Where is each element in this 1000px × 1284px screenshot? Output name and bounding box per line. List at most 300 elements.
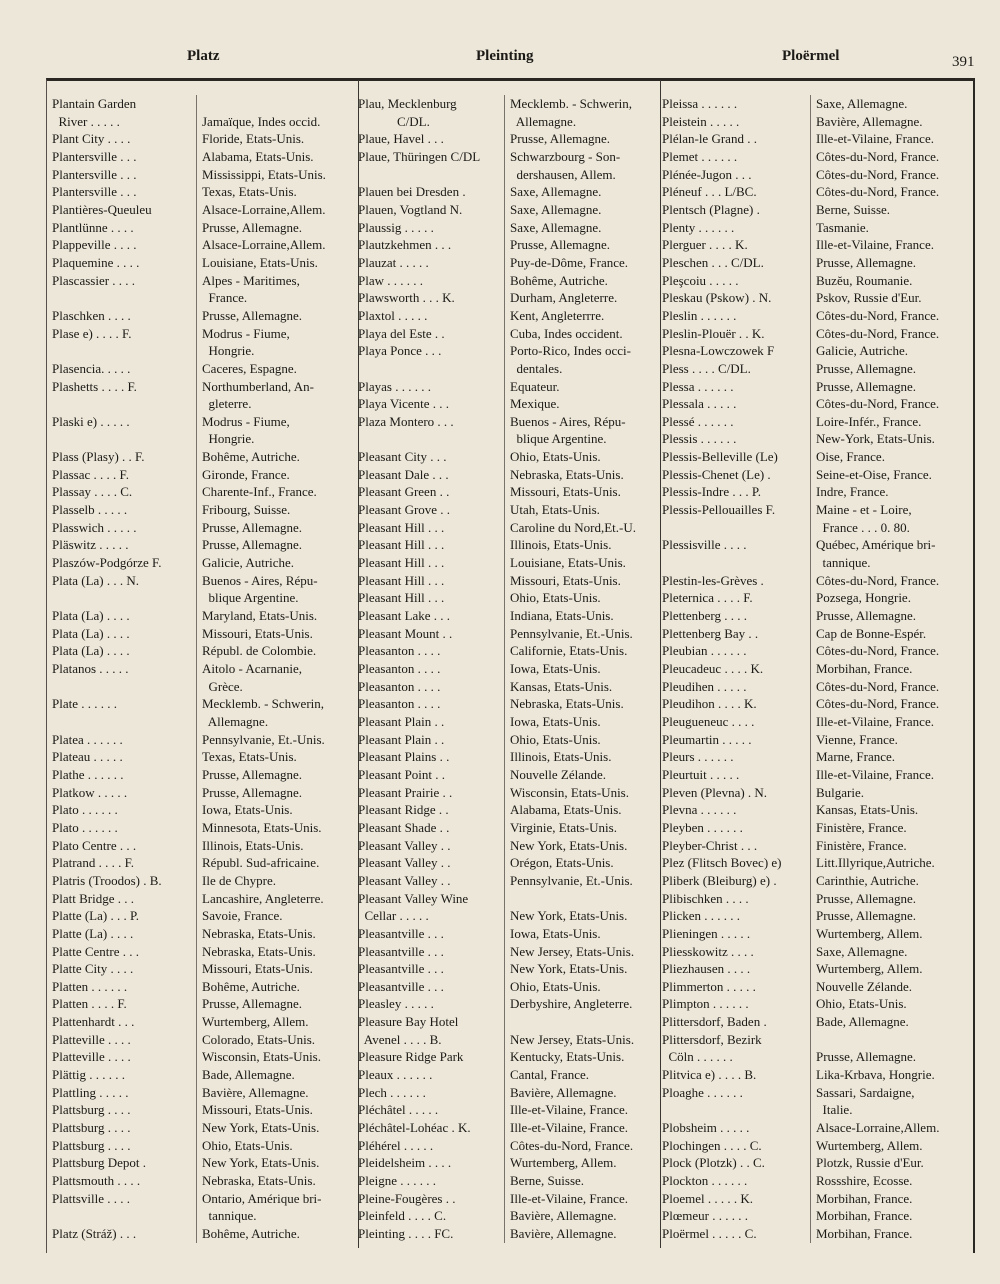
place-location: Côtes-du-Nord, France. (810, 325, 972, 343)
place-name: Ploaghe . . . . . . (662, 1084, 743, 1100)
gazetteer-entry (52, 289, 358, 307)
place-location: Prusse, Allemagne. (504, 130, 660, 148)
gazetteer-entry (358, 766, 660, 784)
gazetteer-entry (52, 219, 358, 237)
place-location: Prusse, Allemagne. (196, 995, 358, 1013)
place-location: Allemagne. (504, 113, 660, 131)
gazetteer-entry (52, 1190, 358, 1208)
gazetteer-entry (52, 1225, 358, 1243)
place-name: Plentsch (Plagne) . (662, 201, 760, 217)
place-name: Plassac . . . . F. (52, 466, 129, 482)
place-location: Bavière, Allemagne. (504, 1207, 660, 1225)
place-location: Pennsylvanie, Et.-Unis. (504, 625, 660, 643)
place-location: Finistère, France. (810, 819, 972, 837)
gazetteer-entry (358, 519, 660, 537)
header-center-word: Pleinting (476, 48, 534, 64)
place-name (358, 360, 504, 378)
place-name (358, 166, 504, 184)
gazetteer-entry (662, 1225, 972, 1243)
place-name: Plech . . . . . . (358, 1084, 426, 1100)
place-name: Plaue, Thüringen C/DL (358, 148, 481, 164)
place-location: Prusse, Allemagne. (810, 360, 972, 378)
gazetteer-entry (662, 483, 972, 501)
place-name: Plettenberg . . . . (662, 608, 747, 624)
place-name: Pleasant Plains . . (358, 749, 450, 765)
place-name: Plaschken . . . . (52, 307, 131, 323)
gazetteer-entry (662, 95, 972, 113)
gazetteer-entry (358, 837, 660, 855)
place-location: Ille-et-Vilaine, France. (810, 766, 972, 784)
place-location: Côtes-du-Nord, France. (504, 1137, 660, 1155)
place-name: Pleinfeld . . . . C. (358, 1208, 447, 1224)
gazetteer-entry (358, 748, 660, 766)
place-name: Cellar . . . . . (358, 908, 429, 924)
place-location: Derbyshire, Angleterre. (504, 995, 660, 1013)
place-location: Alabama, Etats-Unis. (196, 148, 358, 166)
place-location: Illinois, Etats-Unis. (504, 536, 660, 554)
gazetteer-entry (358, 1207, 660, 1225)
place-location: Maryland, Etats-Unis. (196, 607, 358, 625)
gazetteer-entry (52, 254, 358, 272)
place-location: Iowa, Etats-Unis. (196, 801, 358, 819)
gazetteer-entry (662, 784, 972, 802)
place-name: Pléchâtel . . . . . (358, 1102, 439, 1118)
place-location: Nouvelle Zélande. (504, 766, 660, 784)
gazetteer-entry (662, 1101, 972, 1119)
place-name: Plockton . . . . . . (662, 1173, 748, 1189)
place-location: Ohio, Etats-Unis. (504, 978, 660, 996)
place-name (52, 589, 196, 607)
place-name: Pleistein . . . . . (662, 113, 740, 129)
place-location: Saxe, Allemagne. (504, 219, 660, 237)
place-location: Wurtemberg, Allem. (810, 1137, 972, 1155)
place-location: Maine - et - Loire, (810, 501, 972, 519)
place-location: Ohio, Etats-Unis. (810, 995, 972, 1013)
gazetteer-entry (662, 360, 972, 378)
place-location: Alsace-Lorraine,Allem. (196, 236, 358, 254)
gazetteer-column-2 (358, 95, 660, 1243)
place-name: Pleasant Ridge . . (358, 802, 449, 818)
place-name: Pleasantville . . . (358, 943, 444, 959)
place-name: Pleasant Valley . . (358, 855, 451, 871)
gazetteer-column-1 (52, 95, 358, 1243)
place-location (504, 890, 660, 908)
gazetteer-entry (52, 995, 358, 1013)
place-name: Plantersville . . . (52, 184, 137, 200)
gazetteer-entry (358, 572, 660, 590)
place-name: Pleasanton . . . . (358, 678, 441, 694)
gazetteer-entry (52, 201, 358, 219)
place-location: Québec, Amérique bri- (810, 536, 972, 554)
gazetteer-entry (52, 731, 358, 749)
place-name: Platteville . . . . (52, 1031, 131, 1047)
place-name: Plato . . . . . . (52, 802, 118, 818)
place-location: Indre, France. (810, 483, 972, 501)
place-name: Plawsworth . . . K. (358, 290, 455, 306)
gazetteer-entry (52, 678, 358, 696)
gazetteer-entry (358, 413, 660, 431)
gazetteer-entry (662, 201, 972, 219)
place-location: Ille-et-Vilaine, France. (504, 1119, 660, 1137)
place-name: Plassay . . . . C. (52, 484, 133, 500)
place-location: Modrus - Fiume, (196, 413, 358, 431)
place-location: Buzĕu, Roumanie. (810, 272, 972, 290)
place-name: Pleasant City . . . (358, 449, 447, 465)
place-name: Plitvica e) . . . . B. (662, 1067, 757, 1083)
column-divider (660, 80, 661, 1248)
place-name: C/DL. (358, 113, 430, 129)
place-name: Pléchâtel-Lohéac . K. (358, 1120, 471, 1136)
place-location: Mississippi, Etats-Unis. (196, 166, 358, 184)
gazetteer-entry (52, 148, 358, 166)
place-location: New York, Etats-Unis. (196, 1119, 358, 1137)
gazetteer-entry (662, 1031, 972, 1049)
gazetteer-entry (662, 907, 972, 925)
gazetteer-entry (358, 325, 660, 343)
gazetteer-entry (52, 1101, 358, 1119)
place-location: Nebraska, Etats-Unis. (504, 466, 660, 484)
place-name (662, 554, 810, 572)
place-location: Colorado, Etats-Unis. (196, 1031, 358, 1049)
place-name: Pleasant Hill . . . (358, 555, 445, 571)
gazetteer-entry (662, 289, 972, 307)
gazetteer-entry (52, 589, 358, 607)
gazetteer-entry (662, 642, 972, 660)
place-name: Plascassier . . . . (52, 272, 136, 288)
gazetteer-entry (662, 325, 972, 343)
gazetteer-entry (52, 1137, 358, 1155)
place-location: New-York, Etats-Unis. (810, 430, 972, 448)
place-location: Ohio, Etats-Unis. (504, 589, 660, 607)
gazetteer-entry (52, 872, 358, 890)
place-location: Prusse, Allemagne. (810, 890, 972, 908)
place-location: Saxe, Allemagne. (810, 95, 972, 113)
place-location: Texas, Etats-Unis. (196, 183, 358, 201)
place-name: Pleasant Valley . . (358, 837, 451, 853)
place-name: River . . . . . (52, 113, 120, 129)
place-name: Plantlünne . . . . (52, 219, 134, 235)
place-location: Loire-Infér., France. (810, 413, 972, 431)
place-location: Marne, France. (810, 748, 972, 766)
place-name: Plenty . . . . . . (662, 219, 735, 235)
gazetteer-entry (52, 943, 358, 961)
place-name: Plättig . . . . . . (52, 1067, 125, 1083)
place-location: Morbihan, France. (810, 1190, 972, 1208)
place-location: Louisiane, Etats-Unis. (504, 554, 660, 572)
place-location: Saxe, Allemagne. (504, 201, 660, 219)
place-location: Côtes-du-Nord, France. (810, 395, 972, 413)
place-location: Nouvelle Zélande. (810, 978, 972, 996)
gazetteer-entry (358, 360, 660, 378)
place-name: Plœmeur . . . . . . (662, 1208, 748, 1224)
place-name: Pleasant Green . . (358, 484, 450, 500)
place-name: Pleumartin . . . . . (662, 731, 752, 747)
place-location: New Jersey, Etats-Unis. (504, 1031, 660, 1049)
gazetteer-entry (52, 660, 358, 678)
place-location: Iowa, Etats-Unis. (504, 713, 660, 731)
place-name: Plieningen . . . . . (662, 925, 751, 941)
gazetteer-entry (52, 925, 358, 943)
place-name: Plittersdorf, Baden . (662, 1014, 767, 1030)
place-location: Missouri, Etats-Unis. (196, 1101, 358, 1119)
place-location: Prusse, Allemagne. (196, 766, 358, 784)
gazetteer-entry (662, 1048, 972, 1066)
gazetteer-entry (662, 430, 972, 448)
gazetteer-entry (662, 1084, 972, 1102)
place-name: Pleasant Valley . . (358, 872, 451, 888)
place-location: Saxe, Allemagne. (810, 943, 972, 961)
place-name: Pleudihon . . . . K. (662, 696, 757, 712)
place-name: Plimmerton . . . . . (662, 978, 756, 994)
place-name: Pliesskowitz . . . . (662, 943, 754, 959)
gazetteer-entry (52, 572, 358, 590)
place-location: Wurtemberg, Allem. (810, 925, 972, 943)
place-location: tannique. (196, 1207, 358, 1225)
gazetteer-entry (358, 1084, 660, 1102)
place-location: Bohême, Autriche. (196, 448, 358, 466)
place-location: Missouri, Etats-Unis. (196, 625, 358, 643)
gazetteer-entry (662, 890, 972, 908)
place-name: Plantières-Queuleu (52, 201, 152, 217)
place-location: Lika-Krbava, Hongrie. (810, 1066, 972, 1084)
place-location: Virginie, Etats-Unis. (504, 819, 660, 837)
place-location: Prusse, Allemagne. (810, 254, 972, 272)
place-location: blique Argentine. (504, 430, 660, 448)
gazetteer-entry (662, 254, 972, 272)
header-left-word: Platz (187, 48, 220, 64)
place-name: Plattsburg Depot . (52, 1155, 147, 1171)
gazetteer-entry (358, 731, 660, 749)
place-name: Plant City . . . . (52, 131, 131, 147)
gazetteer-entry (358, 642, 660, 660)
place-name: Plantersville . . . (52, 148, 137, 164)
place-name: Platten . . . . . . (52, 978, 128, 994)
place-location (196, 95, 358, 113)
place-location: Jamaïque, Indes occid. (196, 113, 358, 131)
place-location: Buenos - Aires, Répu- (504, 413, 660, 431)
place-location: Seine-et-Oise, France. (810, 466, 972, 484)
place-name: Pleubian . . . . . . (662, 643, 747, 659)
gazetteer-entry (52, 395, 358, 413)
place-name: Plobsheim . . . . . (662, 1120, 750, 1136)
gazetteer-entry (662, 236, 972, 254)
place-name: Plateau . . . . . (52, 749, 123, 765)
gazetteer-entry (662, 943, 972, 961)
place-name: Plauen bei Dresden . (358, 184, 466, 200)
gazetteer-entry (52, 1172, 358, 1190)
place-location: Alsace-Lorraine,Allem. (196, 201, 358, 219)
place-name (52, 430, 196, 448)
place-name: Plessis-Belleville (Le) (662, 449, 778, 465)
place-name: Pleasant Lake . . . (358, 608, 451, 624)
place-location: Fribourg, Suisse. (196, 501, 358, 519)
place-name: Plautzkehmen . . . (358, 237, 452, 253)
place-name: Pleasanton . . . . (358, 643, 441, 659)
place-name: Pleasantville . . . (358, 978, 444, 994)
gazetteer-entry (358, 995, 660, 1013)
place-location: Ille-et-Vilaine, France. (504, 1101, 660, 1119)
gazetteer-entry (52, 801, 358, 819)
place-name: Plessa . . . . . . (662, 378, 734, 394)
gazetteer-entry (358, 219, 660, 237)
gazetteer-entry (358, 1013, 660, 1031)
place-name: Plato . . . . . . (52, 819, 118, 835)
gazetteer-entry (662, 130, 972, 148)
gazetteer-entry (52, 1207, 358, 1225)
place-name: Pleternica . . . . F. (662, 590, 753, 606)
place-name: Plessis-Indre . . . P. (662, 484, 761, 500)
place-location: Equateur. (504, 378, 660, 396)
place-name: Pléhérel . . . . . (358, 1137, 434, 1153)
place-location: Puy-de-Dôme, France. (504, 254, 660, 272)
gazetteer-entry (662, 1154, 972, 1172)
gazetteer-entry (52, 713, 358, 731)
place-location: Italie. (810, 1101, 972, 1119)
place-location: Grèce. (196, 678, 358, 696)
gazetteer-entry (662, 607, 972, 625)
gazetteer-entry (662, 872, 972, 890)
header-right-word: Ploërmel (782, 48, 840, 64)
place-location: tannique. (810, 554, 972, 572)
place-location: Carinthie, Autriche. (810, 872, 972, 890)
place-name: Pleslin . . . . . . (662, 307, 737, 323)
place-location: Savoie, France. (196, 907, 358, 925)
place-location: Vienne, France. (810, 731, 972, 749)
place-name: Pleurs . . . . . . (662, 749, 734, 765)
gazetteer-entry (662, 342, 972, 360)
place-location: Prusse, Allemagne. (196, 307, 358, 325)
gazetteer-entry (662, 448, 972, 466)
place-location: Orégon, Etats-Unis. (504, 854, 660, 872)
place-location: Wurtemberg, Allem. (196, 1013, 358, 1031)
place-name: Plantain Garden (52, 96, 137, 111)
gazetteer-entry (358, 148, 660, 166)
place-name: Plicken . . . . . . (662, 908, 740, 924)
place-location (810, 1031, 972, 1049)
place-location: Pennsylvanie, Et.-Unis. (504, 872, 660, 890)
gazetteer-entry (358, 501, 660, 519)
place-name: Platea . . . . . . (52, 731, 123, 747)
place-location: Ohio, Etats-Unis. (196, 1137, 358, 1155)
place-name: Plata (La) . . . . (52, 625, 130, 641)
place-location: Missouri, Etats-Unis. (504, 483, 660, 501)
gazetteer-entry (52, 554, 358, 572)
gazetteer-entry (662, 395, 972, 413)
gazetteer-entry (52, 236, 358, 254)
gazetteer-entry (52, 342, 358, 360)
place-name: Plathe . . . . . . (52, 766, 124, 782)
place-name: Plauen, Vogtland N. (358, 201, 463, 217)
place-name: Plaszów-Podgórze F. (52, 555, 162, 571)
place-location: Porto-Rico, Indes occi- (504, 342, 660, 360)
place-name: Pleissa . . . . . . (662, 96, 738, 111)
place-name: Pleasure Bay Hotel (358, 1014, 459, 1030)
place-name: Playa del Este . . (358, 325, 445, 341)
place-location: New York, Etats-Unis. (196, 1154, 358, 1172)
gazetteer-entry (358, 289, 660, 307)
place-name: Plattenhardt . . . (52, 1014, 135, 1030)
place-name: Plessisville . . . . (662, 537, 747, 553)
gazetteer-entry (52, 607, 358, 625)
place-name: Pleasant Grove . . (358, 502, 451, 518)
gazetteer-entry (358, 272, 660, 290)
place-location: Prusse, Allemagne. (810, 1048, 972, 1066)
place-name: Plasselb . . . . . (52, 502, 128, 518)
place-name: Plass (Plasy) . . F. (52, 449, 145, 465)
place-name: Pleasantville . . . (358, 961, 444, 977)
place-name: Plato Centre . . . (52, 837, 137, 853)
place-location: Hongrie. (196, 342, 358, 360)
gazetteer-entry (52, 483, 358, 501)
place-location: Sassari, Sardaigne, (810, 1084, 972, 1102)
gazetteer-entry (358, 1172, 660, 1190)
place-name: Pleasanton . . . . (358, 696, 441, 712)
gazetteer-entry (52, 766, 358, 784)
place-name: Plata (La) . . . . (52, 608, 130, 624)
place-name: Platte (La) . . . P. (52, 908, 140, 924)
place-location: Lancashire, Angleterre. (196, 890, 358, 908)
place-location: Iowa, Etats-Unis. (504, 660, 660, 678)
place-location: Missouri, Etats-Unis. (504, 572, 660, 590)
place-location: Nebraska, Etats-Unis. (196, 925, 358, 943)
gazetteer-entry (358, 236, 660, 254)
place-name: Plittersdorf, Bezirk (662, 1031, 762, 1047)
place-name (52, 395, 196, 413)
place-location: Ohio, Etats-Unis. (504, 731, 660, 749)
place-name (52, 713, 196, 731)
place-name (662, 1101, 810, 1119)
place-name: Pleasant Point . . (358, 766, 446, 782)
place-location: Républ. de Colombie. (196, 642, 358, 660)
place-name: Pleasley . . . . . (358, 996, 434, 1012)
gazetteer-entry (662, 1172, 972, 1190)
place-name: Pleyben . . . . . . (662, 819, 743, 835)
place-location: Louisiane, Etats-Unis. (196, 254, 358, 272)
place-location: Texas, Etats-Unis. (196, 748, 358, 766)
gazetteer-entry (662, 960, 972, 978)
place-location: Morbihan, France. (810, 1225, 972, 1243)
place-name: Pleucadeuc . . . . K. (662, 661, 764, 676)
gazetteer-entry (358, 960, 660, 978)
place-location: Hongrie. (196, 430, 358, 448)
place-location: Wurtemberg, Allem. (810, 960, 972, 978)
place-location: Nebraska, Etats-Unis. (504, 695, 660, 713)
gazetteer-entry (662, 307, 972, 325)
place-name: Avenel . . . . B. (358, 1031, 442, 1047)
place-name: Pleşcoiu . . . . . (662, 272, 739, 288)
gazetteer-entry (358, 713, 660, 731)
gazetteer-entry (662, 766, 972, 784)
place-name: Plata (La) . . . . (52, 643, 130, 659)
place-location: Ohio, Etats-Unis. (504, 448, 660, 466)
gazetteer-entry (52, 325, 358, 343)
gazetteer-entry (52, 519, 358, 537)
place-location: Tasmanie. (810, 219, 972, 237)
place-name: Plattsmouth . . . . (52, 1173, 141, 1189)
place-name: Cöln . . . . . . (662, 1049, 733, 1065)
place-location: Pskov, Russie d'Eur. (810, 289, 972, 307)
gazetteer-entry (358, 1031, 660, 1049)
gazetteer-entry (52, 1084, 358, 1102)
gazetteer-entry (662, 219, 972, 237)
gazetteer-entry (358, 378, 660, 396)
gazetteer-entry (52, 95, 358, 113)
gazetteer-entry (358, 1119, 660, 1137)
place-location: Wisconsin, Etats-Unis. (504, 784, 660, 802)
place-name: Plappeville . . . . (52, 237, 137, 253)
place-location: Schwarzbourg - Son- (504, 148, 660, 166)
place-location: Nebraska, Etats-Unis. (196, 1172, 358, 1190)
